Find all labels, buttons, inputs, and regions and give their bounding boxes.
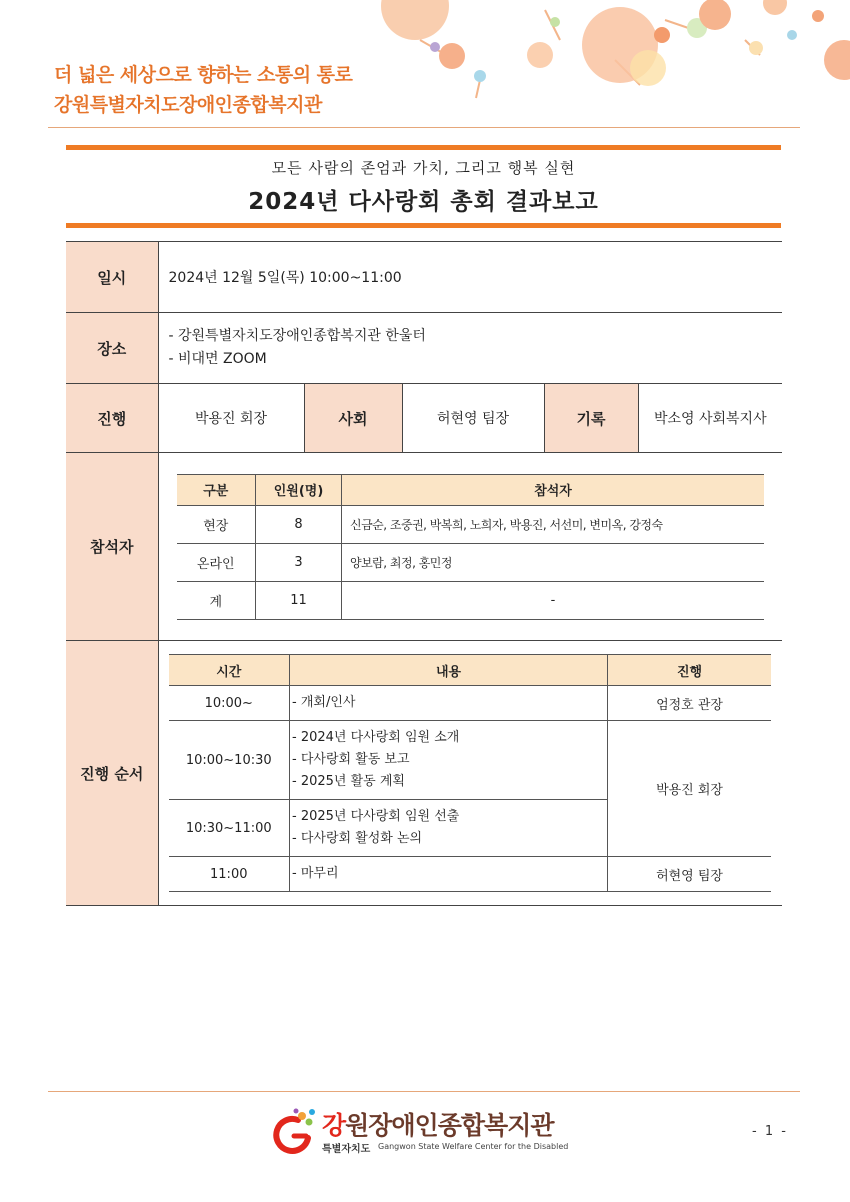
bubble-icon [527, 42, 553, 68]
att-header-names: 참석자 [342, 474, 765, 505]
att-count: 3 [256, 543, 342, 581]
bubble-icon [430, 42, 440, 52]
bubble-icon [654, 27, 670, 43]
sch-host: 박용진 회장 [608, 721, 772, 857]
sch-content [290, 800, 608, 857]
attendees-label: 참석자 [66, 453, 158, 641]
sch-header-time: 시간 [169, 655, 290, 686]
progress-label: 진행 [66, 384, 158, 453]
footer-divider [48, 1091, 800, 1092]
sch-content [290, 686, 608, 721]
att-names: 양보람, 최정, 홍민정 [342, 543, 765, 581]
schedule-table [169, 654, 772, 892]
report-title: 2024년 다사랑회 총회 결과보고 [248, 189, 599, 215]
bubble-icon [763, 0, 787, 15]
sch-time: 10:00~ [169, 686, 290, 721]
att-names: - [342, 581, 765, 619]
record-label: 기록 [544, 384, 638, 453]
bubble-icon [787, 30, 797, 40]
att-category: 온라인 [177, 543, 256, 581]
report-subtitle: 모든 사람의 존엄과 가치, 그리고 행복 실현 [271, 159, 576, 177]
logo-emblem-icon [268, 1108, 318, 1156]
header-divider [48, 127, 800, 128]
logo-wordmark-rest: 원장애인종합복지관 [345, 1111, 554, 1140]
slogan [54, 60, 352, 120]
bubble-icon [381, 0, 449, 40]
table-row [177, 581, 765, 619]
table-row [169, 857, 772, 892]
sch-item: - 개회/인사 [292, 695, 356, 710]
table-row [177, 543, 765, 581]
slogan-line1: 더 넓은 세상으로 향하는 소통의 통로 [54, 64, 353, 86]
table-row [169, 721, 772, 800]
sch-time: 10:00~10:30 [169, 721, 290, 800]
report-table [66, 241, 782, 906]
page-number: - 1 - [752, 1124, 788, 1139]
sch-host: 엄정호 관장 [608, 686, 772, 721]
date-label: 일시 [66, 242, 158, 313]
sch-content [290, 721, 608, 800]
roles-row [66, 384, 782, 453]
bubble-icon [474, 70, 486, 82]
place-line-2: - 비대면 ZOOM [168, 351, 267, 367]
logo-wordmark [322, 1106, 554, 1142]
schedule-label: 진행 순서 [66, 641, 158, 906]
sch-item: - 마무리 [292, 866, 339, 881]
attendees-row [66, 453, 782, 641]
progress-name: 박용진 회장 [158, 384, 304, 453]
logo-english: Gangwon State Welfare Center for the Disabled [378, 1142, 569, 1151]
footer-logo [268, 1106, 578, 1156]
place-row [66, 313, 782, 384]
bubble-icon [439, 43, 465, 69]
bubble-icon [824, 40, 850, 80]
place-line-1: - 강원특별자치도장애인종합복지관 한울터 [168, 328, 426, 344]
bubble-icon [812, 10, 824, 22]
att-category: 계 [177, 581, 256, 619]
att-header-count: 인원(명) [256, 474, 342, 505]
table-row [177, 505, 765, 543]
att-count: 8 [256, 505, 342, 543]
sch-item: - 2025년 활동 계획 [292, 774, 405, 789]
sch-item: - 다사랑회 활동 보고 [292, 752, 410, 767]
mc-label: 사회 [304, 384, 402, 453]
bubble-icon [550, 17, 560, 27]
sch-header-host: 진행 [608, 655, 772, 686]
mc-name: 허현영 팀장 [402, 384, 544, 453]
att-names: 신금순, 조중권, 박복희, 노희자, 박용진, 서선미, 변미옥, 강정숙 [342, 505, 765, 543]
sch-time: 10:30~11:00 [169, 800, 290, 857]
sch-content [290, 857, 608, 892]
sch-item: - 2025년 다사랑회 임원 선출 [292, 809, 460, 824]
sch-item: - 2024년 다사랑회 임원 소개 [292, 730, 460, 745]
place-value [158, 313, 782, 384]
att-category: 현장 [177, 505, 256, 543]
att-header-category: 구분 [177, 474, 256, 505]
sch-item: - 다사랑회 활성화 논의 [292, 831, 423, 846]
date-value: 2024년 12월 5일(목) 10:00~11:00 [158, 242, 782, 313]
logo-wordmark-first: 강 [322, 1111, 346, 1140]
place-label: 장소 [66, 313, 158, 384]
record-name: 박소영 사회복지사 [638, 384, 782, 453]
sch-host: 허현영 팀장 [608, 857, 772, 892]
table-row [169, 686, 772, 721]
att-count: 11 [256, 581, 342, 619]
bubble-icon [630, 50, 666, 86]
date-row [66, 242, 782, 313]
attendance-table [177, 474, 765, 620]
slogan-line2: 강원특별자치도장애인종합복지관 [54, 94, 322, 116]
schedule-row [66, 641, 782, 906]
logo-subtitle: 특별자치도 [322, 1144, 371, 1155]
sch-time: 11:00 [169, 857, 290, 892]
sch-header-content: 내용 [290, 655, 608, 686]
title-bottom-bar [66, 223, 781, 228]
title-top-bar [66, 145, 781, 150]
bubble-icon [749, 41, 763, 55]
